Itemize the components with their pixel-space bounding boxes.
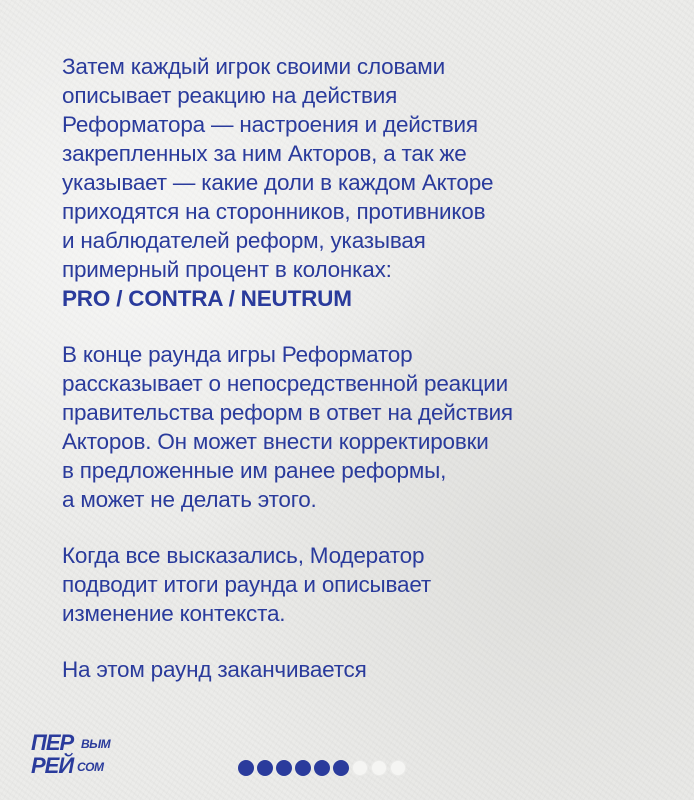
text-line: В конце раунда игры Реформатор — [62, 342, 413, 367]
text-line: описывает реакцию на действия — [62, 83, 398, 108]
text-line: Затем каждый игрок своими словами — [62, 54, 445, 79]
text-line: Когда все высказались, Модератор — [62, 543, 425, 568]
text-line: указывает — какие доли в каждом Акторе — [62, 170, 494, 195]
logo-text: СОМ — [77, 760, 104, 774]
pagination-dot-active[interactable] — [333, 760, 349, 776]
text-line: Акторов. Он может внести корректировки — [62, 429, 489, 454]
pagination-dot-active[interactable] — [238, 760, 254, 776]
pagination-dot-active[interactable] — [295, 760, 311, 776]
text-line: закрепленных за ним Акторов, а так же — [62, 141, 467, 166]
pagination-dot-active[interactable] — [276, 760, 292, 776]
text-line: На этом раунд заканчивается — [62, 657, 367, 682]
pagination-dot[interactable] — [352, 760, 368, 776]
text-line: правительства реформ в ответ на действия — [62, 400, 513, 425]
logo-text: РЕЙ — [31, 753, 74, 778]
paragraph-reformer-response — [62, 340, 662, 514]
brand-logo — [31, 728, 111, 784]
text-line: а может не делать этого. — [62, 487, 317, 512]
logo-text: ВЫМ — [81, 737, 111, 751]
text-line: Реформатора — настроения и действия — [62, 112, 478, 137]
pagination-dot[interactable] — [390, 760, 406, 776]
carousel-pagination — [238, 758, 406, 778]
paragraph-round-end — [62, 655, 662, 684]
text-line: рассказывает о непосредственной реакции — [62, 371, 509, 396]
paragraph-moderator-summary — [62, 541, 662, 628]
slide-text — [62, 52, 662, 711]
logo-text: ПЕР — [31, 730, 74, 755]
pagination-dot-active[interactable] — [314, 760, 330, 776]
columns-label: PRO / CONTRA / NEUTRUM — [62, 286, 352, 311]
text-line: изменение контекста. — [62, 601, 286, 626]
text-line: подводит итоги раунда и описывает — [62, 572, 432, 597]
text-line: приходятся на сторонников, противников — [62, 199, 486, 224]
pagination-dot[interactable] — [371, 760, 387, 776]
text-line: примерный процент в колонках: — [62, 257, 392, 282]
pagination-dot-active[interactable] — [257, 760, 273, 776]
text-line: и наблюдателей реформ, указывая — [62, 228, 426, 253]
paragraph-player-reaction — [62, 52, 662, 313]
text-line: в предложенные им ранее реформы, — [62, 458, 447, 483]
